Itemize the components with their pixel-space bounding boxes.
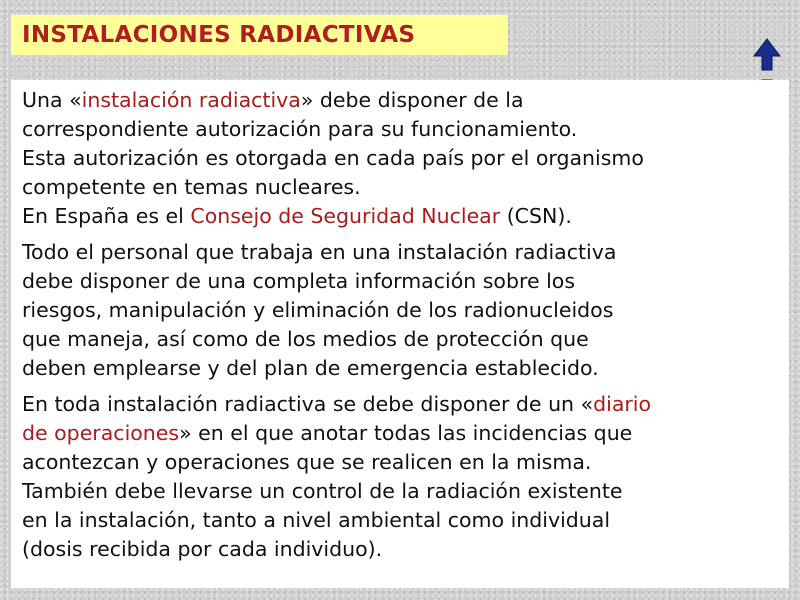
text-segment: que maneja, así como de los medios de protección que bbox=[22, 327, 589, 351]
up-arrow-icon[interactable] bbox=[754, 39, 780, 70]
title-banner bbox=[11, 15, 508, 55]
text-segment: Una « bbox=[22, 88, 82, 112]
paragraph-1 bbox=[22, 86, 781, 231]
text-segment: (CSN). bbox=[500, 204, 572, 228]
text-segment: Esta autorización es otorgada en cada país por el organismo bbox=[22, 146, 644, 170]
text-segment: (dosis recibida por cada individuo). bbox=[22, 537, 383, 561]
text-segment: En España es el bbox=[22, 204, 191, 228]
text-segment: » debe disponer de la bbox=[300, 88, 524, 112]
text-segment: En toda instalación radiactiva se debe disponer de un « bbox=[22, 392, 594, 416]
text-segment: en la instalación, tanto a nivel ambiental como individual bbox=[22, 508, 611, 532]
paragraph-3 bbox=[22, 390, 781, 564]
highlighted-term: diario bbox=[593, 392, 652, 416]
text-segment: Todo el personal que trabaja en una instalación radiactiva bbox=[22, 240, 617, 264]
text-segment: deben emplearse y del plan de emergencia establecido. bbox=[22, 356, 599, 380]
paragraph-2 bbox=[22, 238, 781, 383]
text-segment: riesgos, manipulación y eliminación de los radionucleidos bbox=[22, 298, 614, 322]
highlighted-term: Consejo de Seguridad Nuclear bbox=[190, 204, 501, 228]
text-segment: debe disponer de una completa información sobre los bbox=[22, 269, 576, 293]
text-segment: acontezcan y operaciones que se realicen en la misma. bbox=[22, 450, 592, 474]
text-segment: correspondiente autorización para su funcionamiento. bbox=[22, 117, 578, 141]
content-panel bbox=[11, 80, 789, 588]
highlighted-term: de operaciones bbox=[22, 421, 180, 445]
text-segment: competente en temas nucleares. bbox=[22, 175, 361, 199]
highlighted-term: instalación radiactiva bbox=[81, 88, 301, 112]
text-segment: » en el que anotar todas las incidencias que bbox=[179, 421, 633, 445]
text-segment: También debe llevarse un control de la radiación existente bbox=[22, 479, 623, 503]
page-title: INSTALACIONES RADIACTIVAS bbox=[22, 22, 416, 48]
